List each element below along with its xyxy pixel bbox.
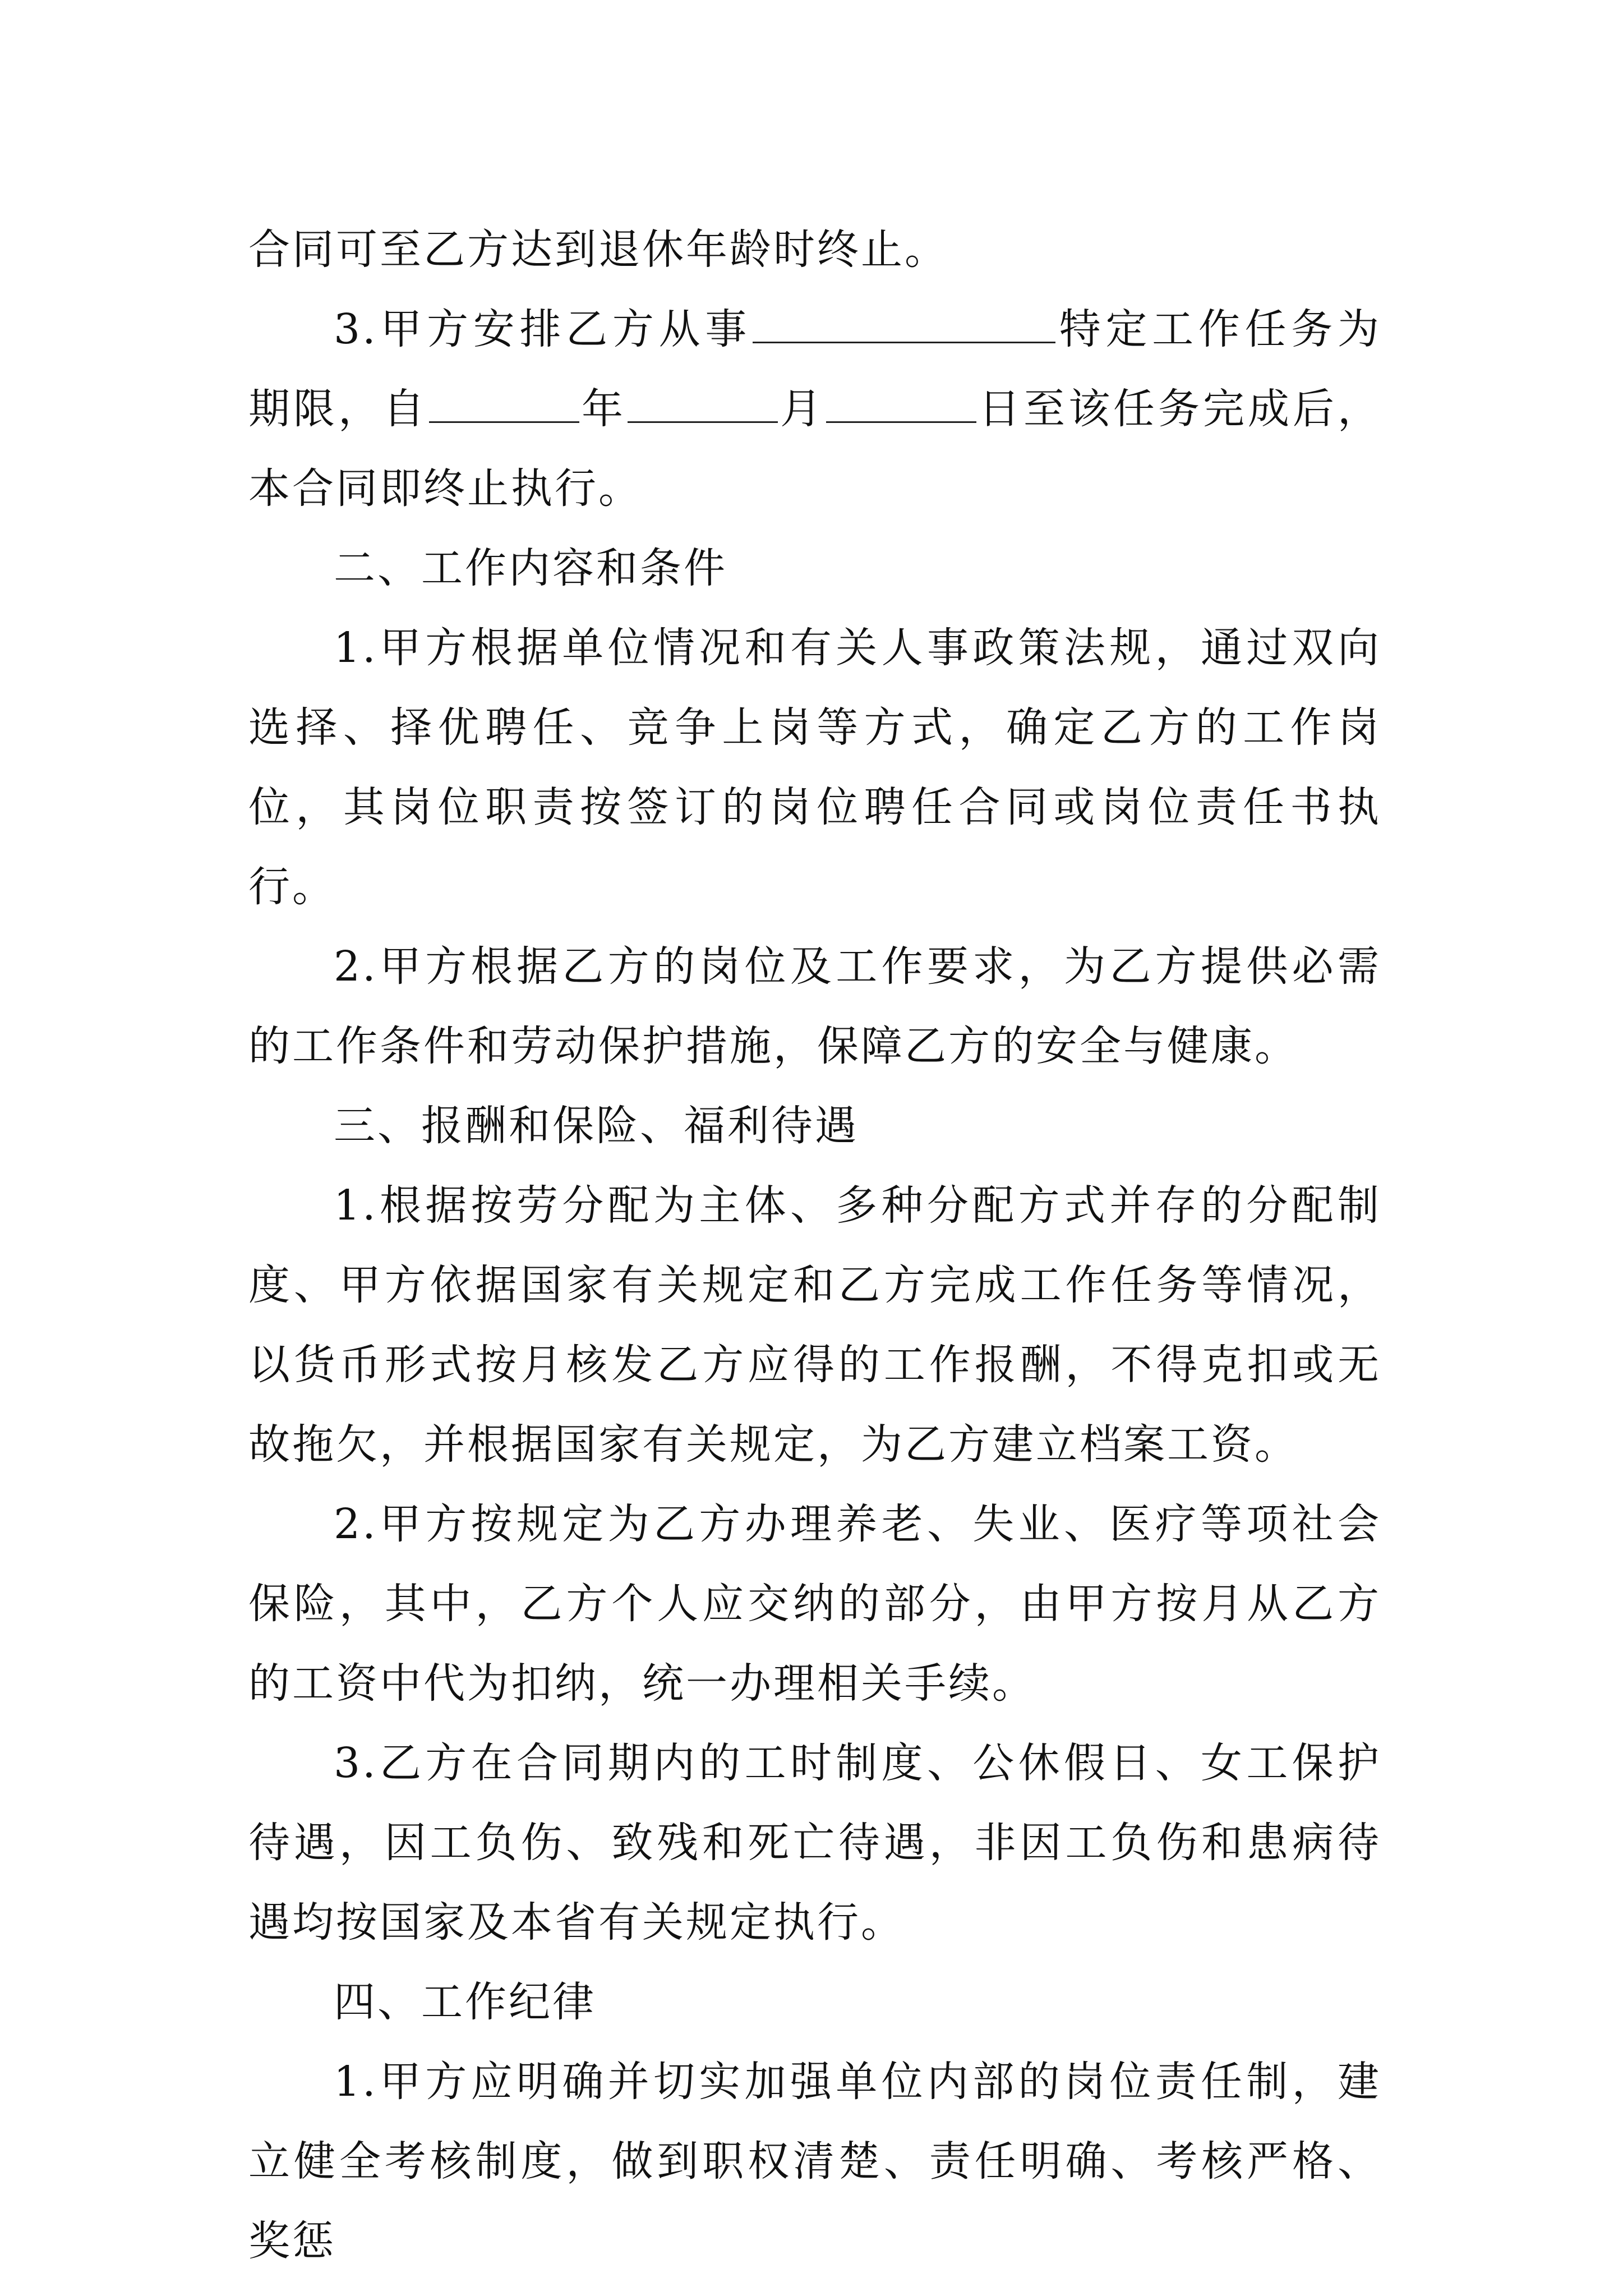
- paragraph-continuation: 合同可至乙方达到退休年龄时终止。: [248, 226, 948, 274]
- paragraph-text: 月: [779, 385, 825, 433]
- paragraph: 2.甲方根据乙方的岗位及工作要求，为乙方提供必需的工作条件和劳动保护措施，保障乙方的安全与健康。: [248, 942, 1381, 1070]
- paragraph-text: 3.甲方安排乙方从事: [334, 305, 752, 353]
- paragraph: 1.甲方根据单位情况和有关人事政策法规，通过双向选择、择优聘任、竞争上岗等方式，确定乙方的工作岗位，其岗位职责按签订的岗位聘任合同或岗位责任书执行。: [248, 624, 1381, 911]
- blank-month-field[interactable]: [628, 382, 778, 423]
- section-heading: 二、工作内容和条件: [334, 544, 727, 592]
- paragraph-text: 日至该任务完成后，本合同即终止执行。: [248, 385, 1381, 513]
- paragraph-term-task: [248, 289, 1381, 528]
- document-body: [248, 210, 1381, 2281]
- paragraph: 3.乙方在合同期内的工时制度、公休假日、女工保护待遇，因工负伤、致残和死亡待遇，非因工负伤和患病待遇均按国家及本省有关规定执行。: [248, 1739, 1381, 1947]
- paragraph-text: 特定工作任务为期限，自: [248, 305, 1381, 433]
- blank-task-field[interactable]: [753, 302, 1055, 343]
- paragraph: 1.根据按劳分配为主体、多种分配方式并存的分配制度、甲方依据国家有关规定和乙方完成工作任务等情况，以货币形式按月核发乙方应得的工作报酬，不得克扣或无故拖欠，并根据国家有关规定，为乙方建立档案工资。: [248, 1181, 1381, 1469]
- paragraph-text: 年: [580, 385, 626, 433]
- blank-year-field[interactable]: [429, 382, 579, 423]
- paragraph: 2.甲方按规定为乙方办理养老、失业、医疗等项社会保险，其中，乙方个人应交纳的部分，由甲方按月从乙方的工资中代为扣纳，统一办理相关手续。: [248, 1500, 1381, 1708]
- section-heading: 四、工作纪律: [334, 1978, 596, 2026]
- section-heading: 三、报酬和保险、福利待遇: [334, 1102, 859, 1150]
- paragraph: 1.甲方应明确并切实加强单位内部的岗位责任制，建立健全考核制度，做到职权清楚、责任明确、考核严格、奖惩: [248, 2058, 1381, 2265]
- blank-day-field[interactable]: [826, 382, 976, 423]
